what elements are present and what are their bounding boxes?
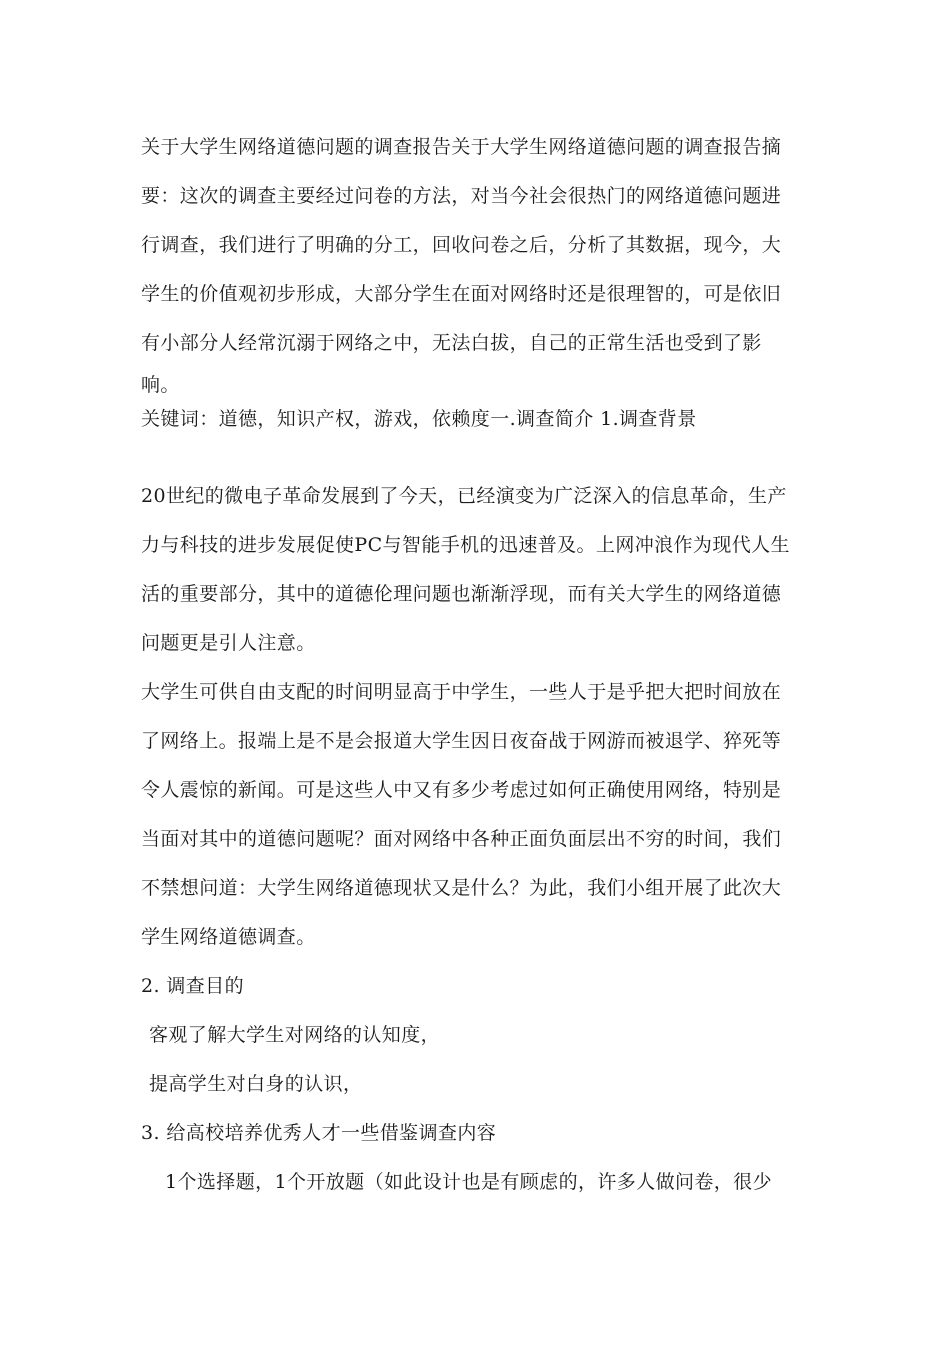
body-line: 学生网络道德调查。: [141, 926, 316, 948]
abstract-line: 学生的价值观初步形成，大部分学生在面对网络时还是很理智的，可是依旧: [141, 283, 782, 305]
abstract-line: 要：这次的调查主要经过问卷的方法，对当今社会很热门的网络道德问题进: [141, 185, 782, 207]
abstract-line: 关于大学生网络道德问题的调查报告关于大学生网络道德问题的调查报告摘: [141, 136, 782, 158]
content-line: 1个选择题，1个开放题（如此设计也是有顾虑的，许多人做问卷，很少: [165, 1171, 772, 1193]
background-paragraph-1: [141, 472, 813, 668]
background-paragraph-2: [141, 668, 813, 962]
abstract-line: 行调查，我们进行了明确的分工，回收问卷之后，分析了其数据，现今，大: [141, 234, 782, 256]
purpose-section: [141, 962, 813, 1207]
body-line: 大学生可供自由支配的时间明显高于中学生，一些人于是乎把大把时间放在: [141, 681, 782, 703]
purpose-item: 客观了解大学生对网络的认知度，: [149, 1024, 441, 1046]
body-line: 当面对其中的道德问题呢？面对网络中各种正面负面层出不穷的时间，我们: [141, 828, 782, 850]
body-line: 力与科技的进步发展促使PC与智能手机的迅速普及。上网冲浪作为现代人生: [141, 534, 790, 556]
body-line: 问题更是引人注意。: [141, 632, 316, 654]
abstract-line: 有小部分人经常沉溺于网络之中，无法白拔，自己的正常生活也受到了影: [141, 332, 762, 354]
body-line: 不禁想问道：大学生网络道德现状又是什么？为此，我们小组开展了此次大: [141, 877, 782, 899]
section-heading: 3. 给高校培养优秀人才一些借鉴调查内容: [141, 1122, 497, 1144]
section-heading: 2. 调查目的: [141, 975, 244, 997]
abstract-section: [141, 123, 813, 436]
body-line: 活的重要部分，其中的道德伦理问题也渐渐浮现，而有关大学生的网络道德: [141, 583, 782, 605]
body-line: 令人震惊的新闻。可是这些人中又有多少考虑过如何正确使用网络，特别是: [141, 779, 782, 801]
keywords-line: 关键词：道德，知识产权，游戏，依赖度一.调查简介 1.调查背景: [141, 408, 697, 430]
body-line: 了网络上。报端上是不是会报道大学生因日夜奋战于网游而被退学、猝死等: [141, 730, 782, 752]
purpose-item: 提高学生对白身的认识，: [149, 1073, 363, 1095]
abstract-line: 响。: [141, 374, 180, 396]
body-line: 20世纪的微电子革命发展到了今天，已经演变为广泛深入的信息革命，生产: [141, 485, 787, 507]
